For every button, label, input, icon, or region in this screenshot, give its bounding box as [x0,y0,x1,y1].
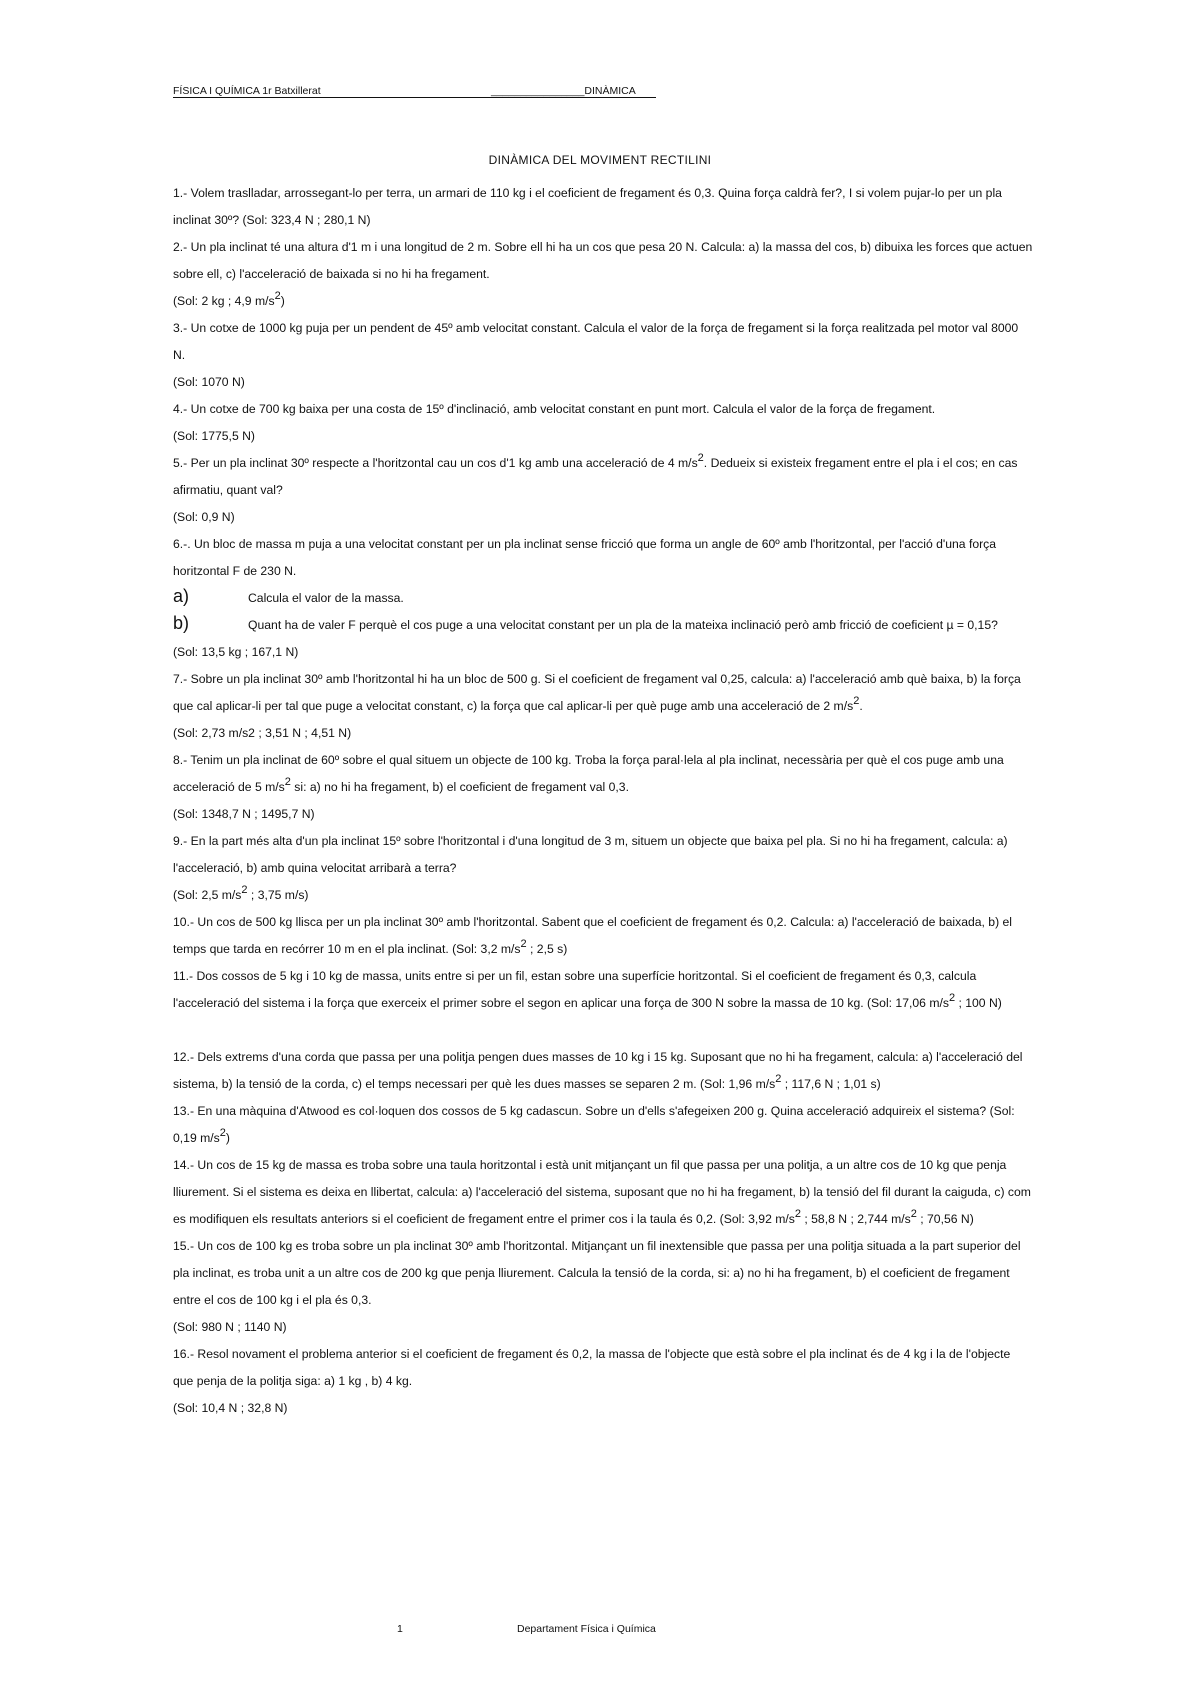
problem-15: 15.- Un cos de 100 kg es troba sobre un pla inclinat 30º amb l'horitzontal. Mitjançant un fil inextensible que passa per una politja situada a la part superior del pla inclinat, es troba unit a un altre cos de 200 kg que penja lliurement. Calcula la tensió de la corda, si: a) no hi ha fregament, b) el coeficient de fregament entre el cos de 100 kg i el pla és 0,3. [173,1239,1021,1307]
problem-7-solution: (Sol: 2,73 m/s2 ; 3,51 N ; 4,51 N) [173,726,352,740]
problem-6: 6.-. Un bloc de massa m puja a una velocitat constant per un pla inclinat sense fricció que forma un angle de 60º amb l'horitzontal, per l'acció d'una força horitzontal F de 230 N. [173,537,997,578]
problem-11: 11.- Dos cossos de 5 kg i 10 kg de massa, units entre si per un fil, estan sobre una superfície horitzontal. Si el coeficient de fregament és 0,3, calcula l'acceleració del sistema i la força que exerceix el primer sobre el segon en aplicar una força de 300 N sobre la massa de 10 kg. (Sol: 17,06 $m/s^2$ ; 100 N) [173,969,1002,1010]
problem-9-solution: (Sol: 2,5 $m/s^2$ ; 3,75 m/s) [173,884,309,902]
problem-7: 7.- Sobre un pla inclinat 30º amb l'horitzontal hi ha un bloc de 500 g. Si el coeficient de fregament val 0,25, calcula: a) l'acceleració amb què baixa, b) la força que cal aplicar-li per tal que puge a velocitat constant, c) la força que cal aplicar-li per què puge amb una acceleració de 2 $m/s^2$. [173,672,1021,713]
problem-6-solution: (Sol: 13,5 kg ; 167,1 N) [173,645,299,659]
problem-2-solution: (Sol: 2 kg ; 4,9 $m/s^2$) [173,290,285,308]
problem-10: 10.- Un cos de 500 kg llisca per un pla inclinat 30º amb l'horitzontal. Sabent que el coeficient de fregament és 0,2. Calcula: a) l'acceleració de baixada, b) el temps que tarda en recórrer 10 m en el pla inclinat. (Sol: 3,2 $m/s^2$ ; 2,5 s) [173,915,1013,956]
problem-12: 12.- Dels extrems d'una corda que passa per una politja pengen dues masses de 10 kg i 15 kg. Suposant que no hi ha fregament, calcula: a) l'acceleració del sistema, b) la tensió de la corda, c) el temps necessari per què les dues masses se separen 2 m. (Sol: 1,96 $m/s^2$ ; 117,6 N ; 1,01 s) [173,1050,1023,1091]
page-title: DINÀMICA DEL MOVIMENT RECTILINI [488,153,712,167]
spacer [173,1017,1033,1044]
header-topic: ________________DINÀMICA [491,85,636,97]
problem-16: 16.- Resol novament el problema anterior si el coeficient de fregament és 0,2, la massa de l'objecte que està sobre el pla inclinat és de 4 kg i la de l'objecte que penja de la politja siga: a) 1 kg , b) 4 kg. [173,1347,1011,1388]
problem-8-solution: (Sol: 1348,7 N ; 1495,7 N) [173,807,315,821]
problem-1: 1.- Volem traslladar, arrossegant-lo per terra, un armari de 110 kg i el coeficient de fregament és 0,3. Quina força caldrà fer?, I si volem pujar-lo per un pla inclinat 30º? (Sol: 323,4 N ; 280,1 N) [173,186,1002,227]
problem-6-part-a: a) Calcula el valor de la massa. [173,585,1033,612]
department-name: Departament Física i Química [517,1623,656,1635]
problem-list [173,180,1033,1422]
problem-6-part-b: b) Quant ha de valer F perquè el cos puge a una velocitat constant per un pla de la mateixa inclinació però amb fricció de coeficient µ = 0,15? [173,612,1033,639]
problem-2: 2.- Un pla inclinat té una altura d'1 m i una longitud de 2 m. Sobre ell hi ha un cos que pesa 20 N. Calcula: a) la massa del cos, b) dibuixa les forces que actuen sobre ell, c) l'acceleració de baixada si no hi ha fregament. [173,240,1033,281]
part-b-label: b) [173,613,190,633]
problem-4-solution: (Sol: 1775,5 N) [173,429,255,443]
page-number: 1 [397,1623,403,1635]
problem-8: 8.- Tenim un pla inclinat de 60º sobre el qual situem un objecte de 100 kg. Troba la força paral·lela al pla inclinat, necessària per què el cos puge amb una acceleració de 5 $m/s^2$ si: a) no hi ha fregament, b) el coeficient de fregament val 0,3. [173,753,1004,794]
problem-3: 3.- Un cotxe de 1000 kg puja per un pendent de 45º amb velocitat constant. Calcula el valor de la força de fregament si la força realitzada pel motor val 8000 N. [173,321,1019,362]
problem-4: 4.- Un cotxe de 700 kg baixa per una costa de 15º d'inclinació, amb velocitat constant en punt mort. Calcula el valor de la força de fregament. [173,402,936,416]
problem-16-solution: (Sol: 10,4 N ; 32,8 N) [173,1401,288,1415]
problem-5-solution: (Sol: 0,9 N) [173,510,235,524]
problem-9: 9.- En la part més alta d'un pla inclinat 15º sobre l'horitzontal i d'una longitud de 3 m, situem un objecte que baixa pel pla. Si no hi ha fregament, calcula: a) l'acceleració, b) amb quina velocitat arribarà a terra? [173,834,1008,875]
header-course: FÍSICA I QUÍMICA 1r Batxillerat [173,85,321,97]
part-a-label: a) [173,586,190,606]
problem-13: 13.- En una màquina d'Atwood es col·loquen dos cossos de 5 kg cadascun. Sobre un d'ells s'afegeixen 200 g. Quina acceleració adquireix el sistema? (Sol: 0,19 $m/s^2$) [173,1104,1015,1145]
problem-5: 5.- Per un pla inclinat 30º respecte a l'horitzontal cau un cos d'1 kg amb una acceleració de 4 $m/s^2$. Dedueix si existeix fregament entre el pla i el cos; en cas afirmatiu, quant val? [173,452,1018,497]
problem-14: 14.- Un cos de 15 kg de massa es troba sobre una taula horitzontal i està unit mitjançant un fil que passa per una politja, a un altre cos de 10 kg que penja lliurement. Si el sistema es deixa en llibertat, calcula: a) l'acceleració del sistema, suposant que no hi ha fregament, b) la tensió del fil durant la caiguda, c) com es modifiquen els resultats anteriors si el coeficient de fregament entre el primer cos i la taula és 0,2. (Sol: 3,92 $m/s^2$ ; 58,8 N ; 2,744 $m/s^2$ ; 70,56 N) [173,1158,1031,1226]
problem-15-solution: (Sol: 980 N ; 1140 N) [173,1320,287,1334]
header-underline [173,97,656,98]
problem-3-solution: (Sol: 1070 N) [173,375,245,389]
